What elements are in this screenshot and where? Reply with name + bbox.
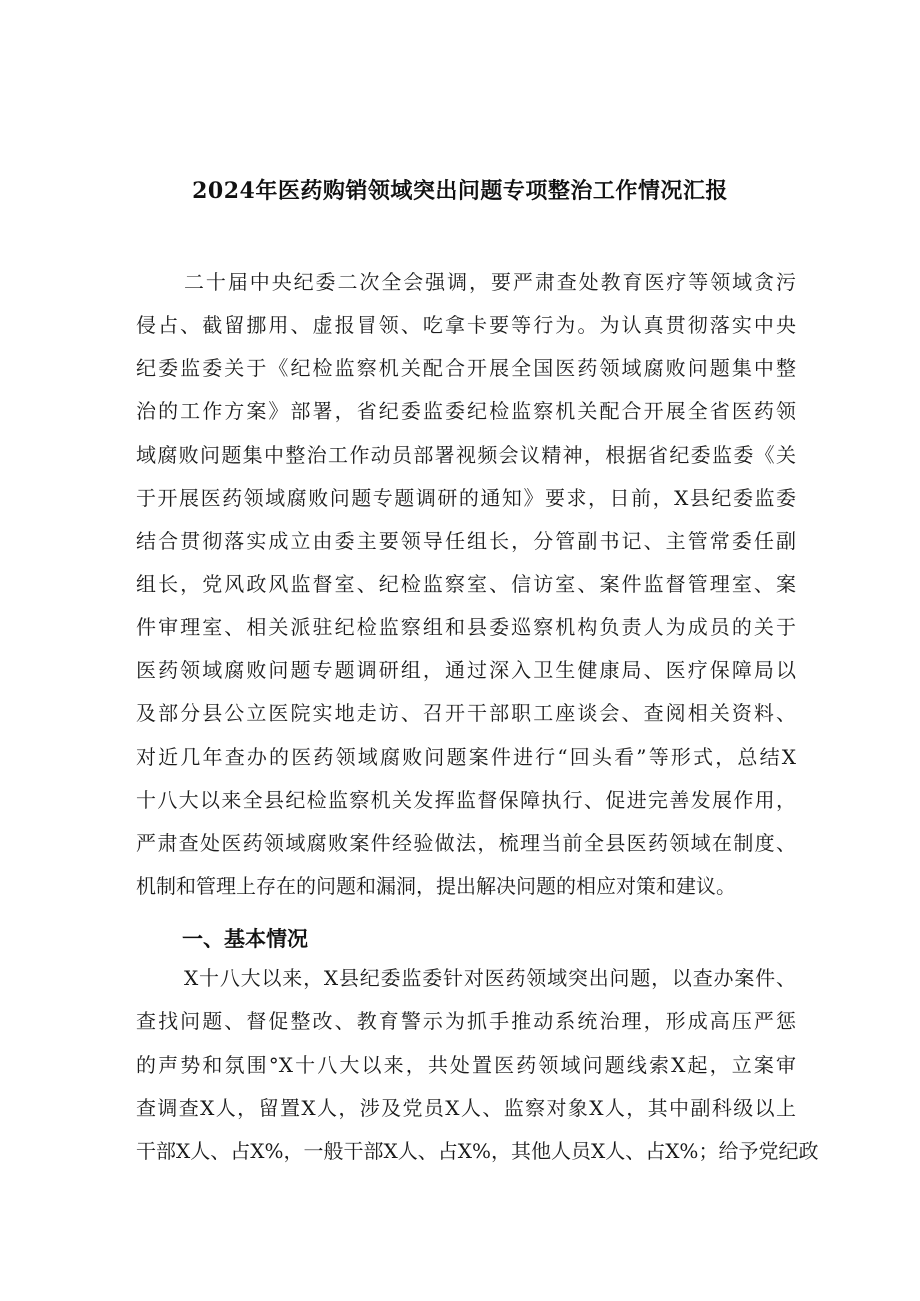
section1-line-1: X十八大以来，X县纪委监委针对医药领域突出问题，以查办案件、 <box>184 966 796 990</box>
intro-line-11: 及部分县公立医院实地走访、召开干部职工座谈会、查阅相关资料、 <box>136 701 796 725</box>
document-title: 2024年医药购销领域突出问题专项整治工作情况汇报 <box>192 178 728 204</box>
intro-line-7: 结合贯彻落实成立由委主要领导任组长，分管副书记、主管常委任副 <box>136 529 796 553</box>
section1-line-2: 查找问题、督促整改、教育警示为抓手推动系统治理，形成高压严惩 <box>136 1009 796 1033</box>
intro-line-9: 件审理室、相关派驻纪检监察组和县委巡察机构负责人为成员的关于 <box>136 615 796 639</box>
intro-line-3: 纪委监委关于《纪检监察机关配合开展全国医药领域腐败问题集中整 <box>136 356 796 380</box>
intro-line-2: 侵占、截留挪用、虚报冒领、吃拿卡要等行为。为认真贯彻落实中央 <box>136 313 796 337</box>
section-heading-basic-situation: 一、基本情况 <box>182 927 308 951</box>
intro-line-8: 组长，党风政风监督室、纪检监察室、信访室、案件监督管理室、案 <box>136 572 796 596</box>
intro-line-5: 域腐败问题集中整治工作动员部署视频会议精神，根据省纪委监委《关 <box>136 443 796 467</box>
intro-line-13: 十八大以来全县纪检监察机关发挥监督保障执行、促进完善发展作用， <box>136 788 796 812</box>
intro-line-14: 严肃查处医药领域腐败案件经验做法，梳理当前全县医药领域在制度、 <box>136 831 796 855</box>
intro-line-4: 治的工作方案》部署，省纪委监委纪检监察机关配合开展全省医药领 <box>136 399 796 423</box>
intro-line-10: 医药领域腐败问题专题调研组，通过深入卫生健康局、医疗保障局以 <box>136 658 796 682</box>
intro-line-12: 对近几年查办的医药领域腐败问题案件进行“回头看”等形式，总结X <box>136 745 796 769</box>
section1-line-4: 查调查X人，留置X人，涉及党员X人、监察对象X人，其中副科级以上 <box>136 1096 796 1120</box>
section1-line-3: 的声势和氛围°X十八大以来，共处置医药领域问题线索X起，立案审 <box>136 1053 796 1077</box>
intro-line-15: 机制和管理上存在的问题和漏洞，提出解决问题的相应对策和建议。 <box>136 874 736 898</box>
intro-line-6: 于开展医药领域腐败问题专题调研的通知》要求，日前，X县纪委监委 <box>136 486 796 510</box>
section1-line-5: 干部X人、占X%，一般干部X人、占X%，其他人员X人、占X%；给予党纪政 <box>136 1139 819 1163</box>
intro-line-1: 二十届中央纪委二次全会强调，要严肃查处教育医疗等领域贪污 <box>184 270 796 294</box>
